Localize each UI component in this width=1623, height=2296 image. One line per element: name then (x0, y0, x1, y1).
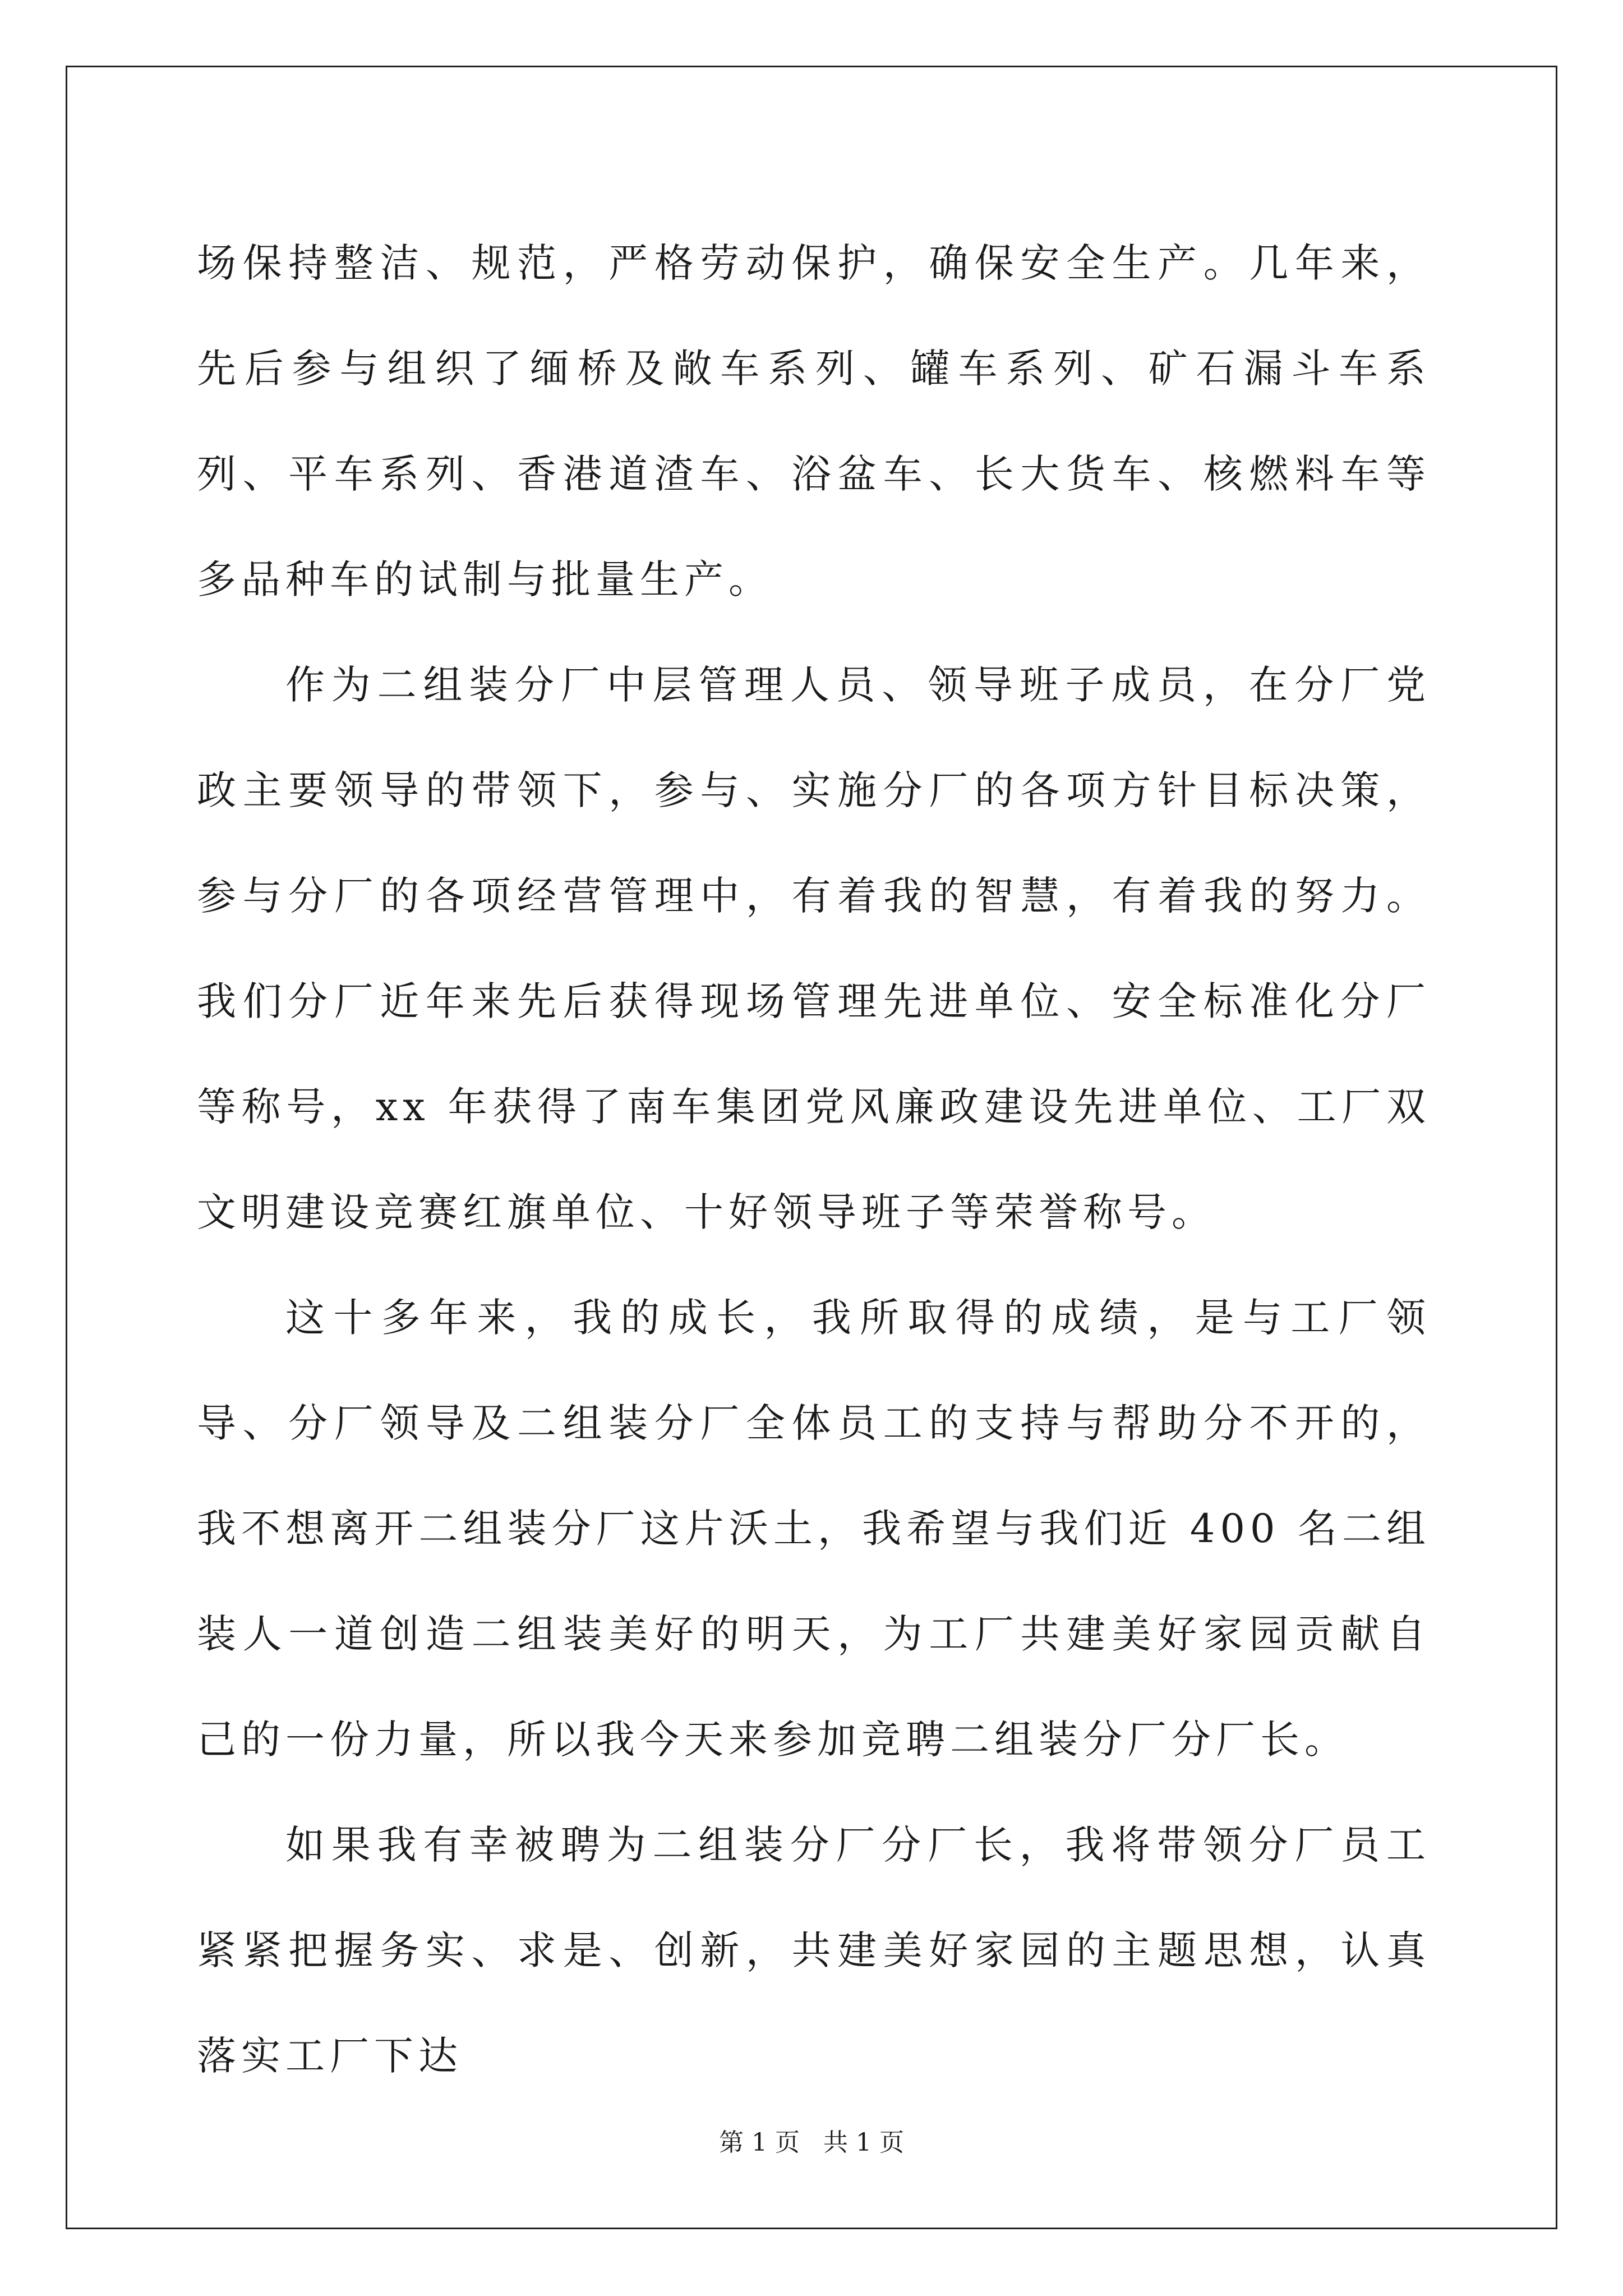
page-number: 第 1 页 (719, 2128, 800, 2157)
paragraph-4: 如果我有幸被聘为二组装分厂分厂长，我将带领分厂员工紧紧把握务实、求是、创新，共建美好家园的主题思想，认真落实工厂下达 (197, 1822, 1431, 2079)
page-footer (0, 2126, 1623, 2160)
document-body (197, 210, 1431, 2109)
page-total: 共 1 页 (823, 2128, 904, 2157)
paragraph-1: 场保持整洁、规范，严格劳动保护，确保安全生产。几年来，先后参与组织了缅桥及敞车系列、罐车系列、矿石漏斗车系列、平车系列、香港道渣车、浴盆车、长大货车、核燃料车等多品种车的试制与批量生产。 (197, 240, 1431, 602)
paragraph-3: 这十多年来，我的成长，我所取得的成绩，是与工厂领导、分厂领导及二组装分厂全体员工的支持与帮助分不开的，我不想离开二组装分厂这片沃土，我希望与我们近 400 名二组装人一道创造二组装美好的明天，为工厂共建美好家园贡献自己的一份力量，所以我今天来参加竞聘二组装分厂分厂长。 (197, 1295, 1431, 1763)
paragraph-2: 作为二组装分厂中层管理人员、领导班子成员，在分厂党政主要领导的带领下，参与、实施分厂的各项方针目标决策，参与分厂的各项经营管理中，有着我的智慧，有着我的努力。我们分厂近年来先后获得现场管理先进单位、安全标准化分厂等称号，xx 年获得了南车集团党风廉政建设先进单位、工厂双文明建设竞赛红旗单位、十好领导班子等荣誉称号。 (197, 662, 1431, 1235)
